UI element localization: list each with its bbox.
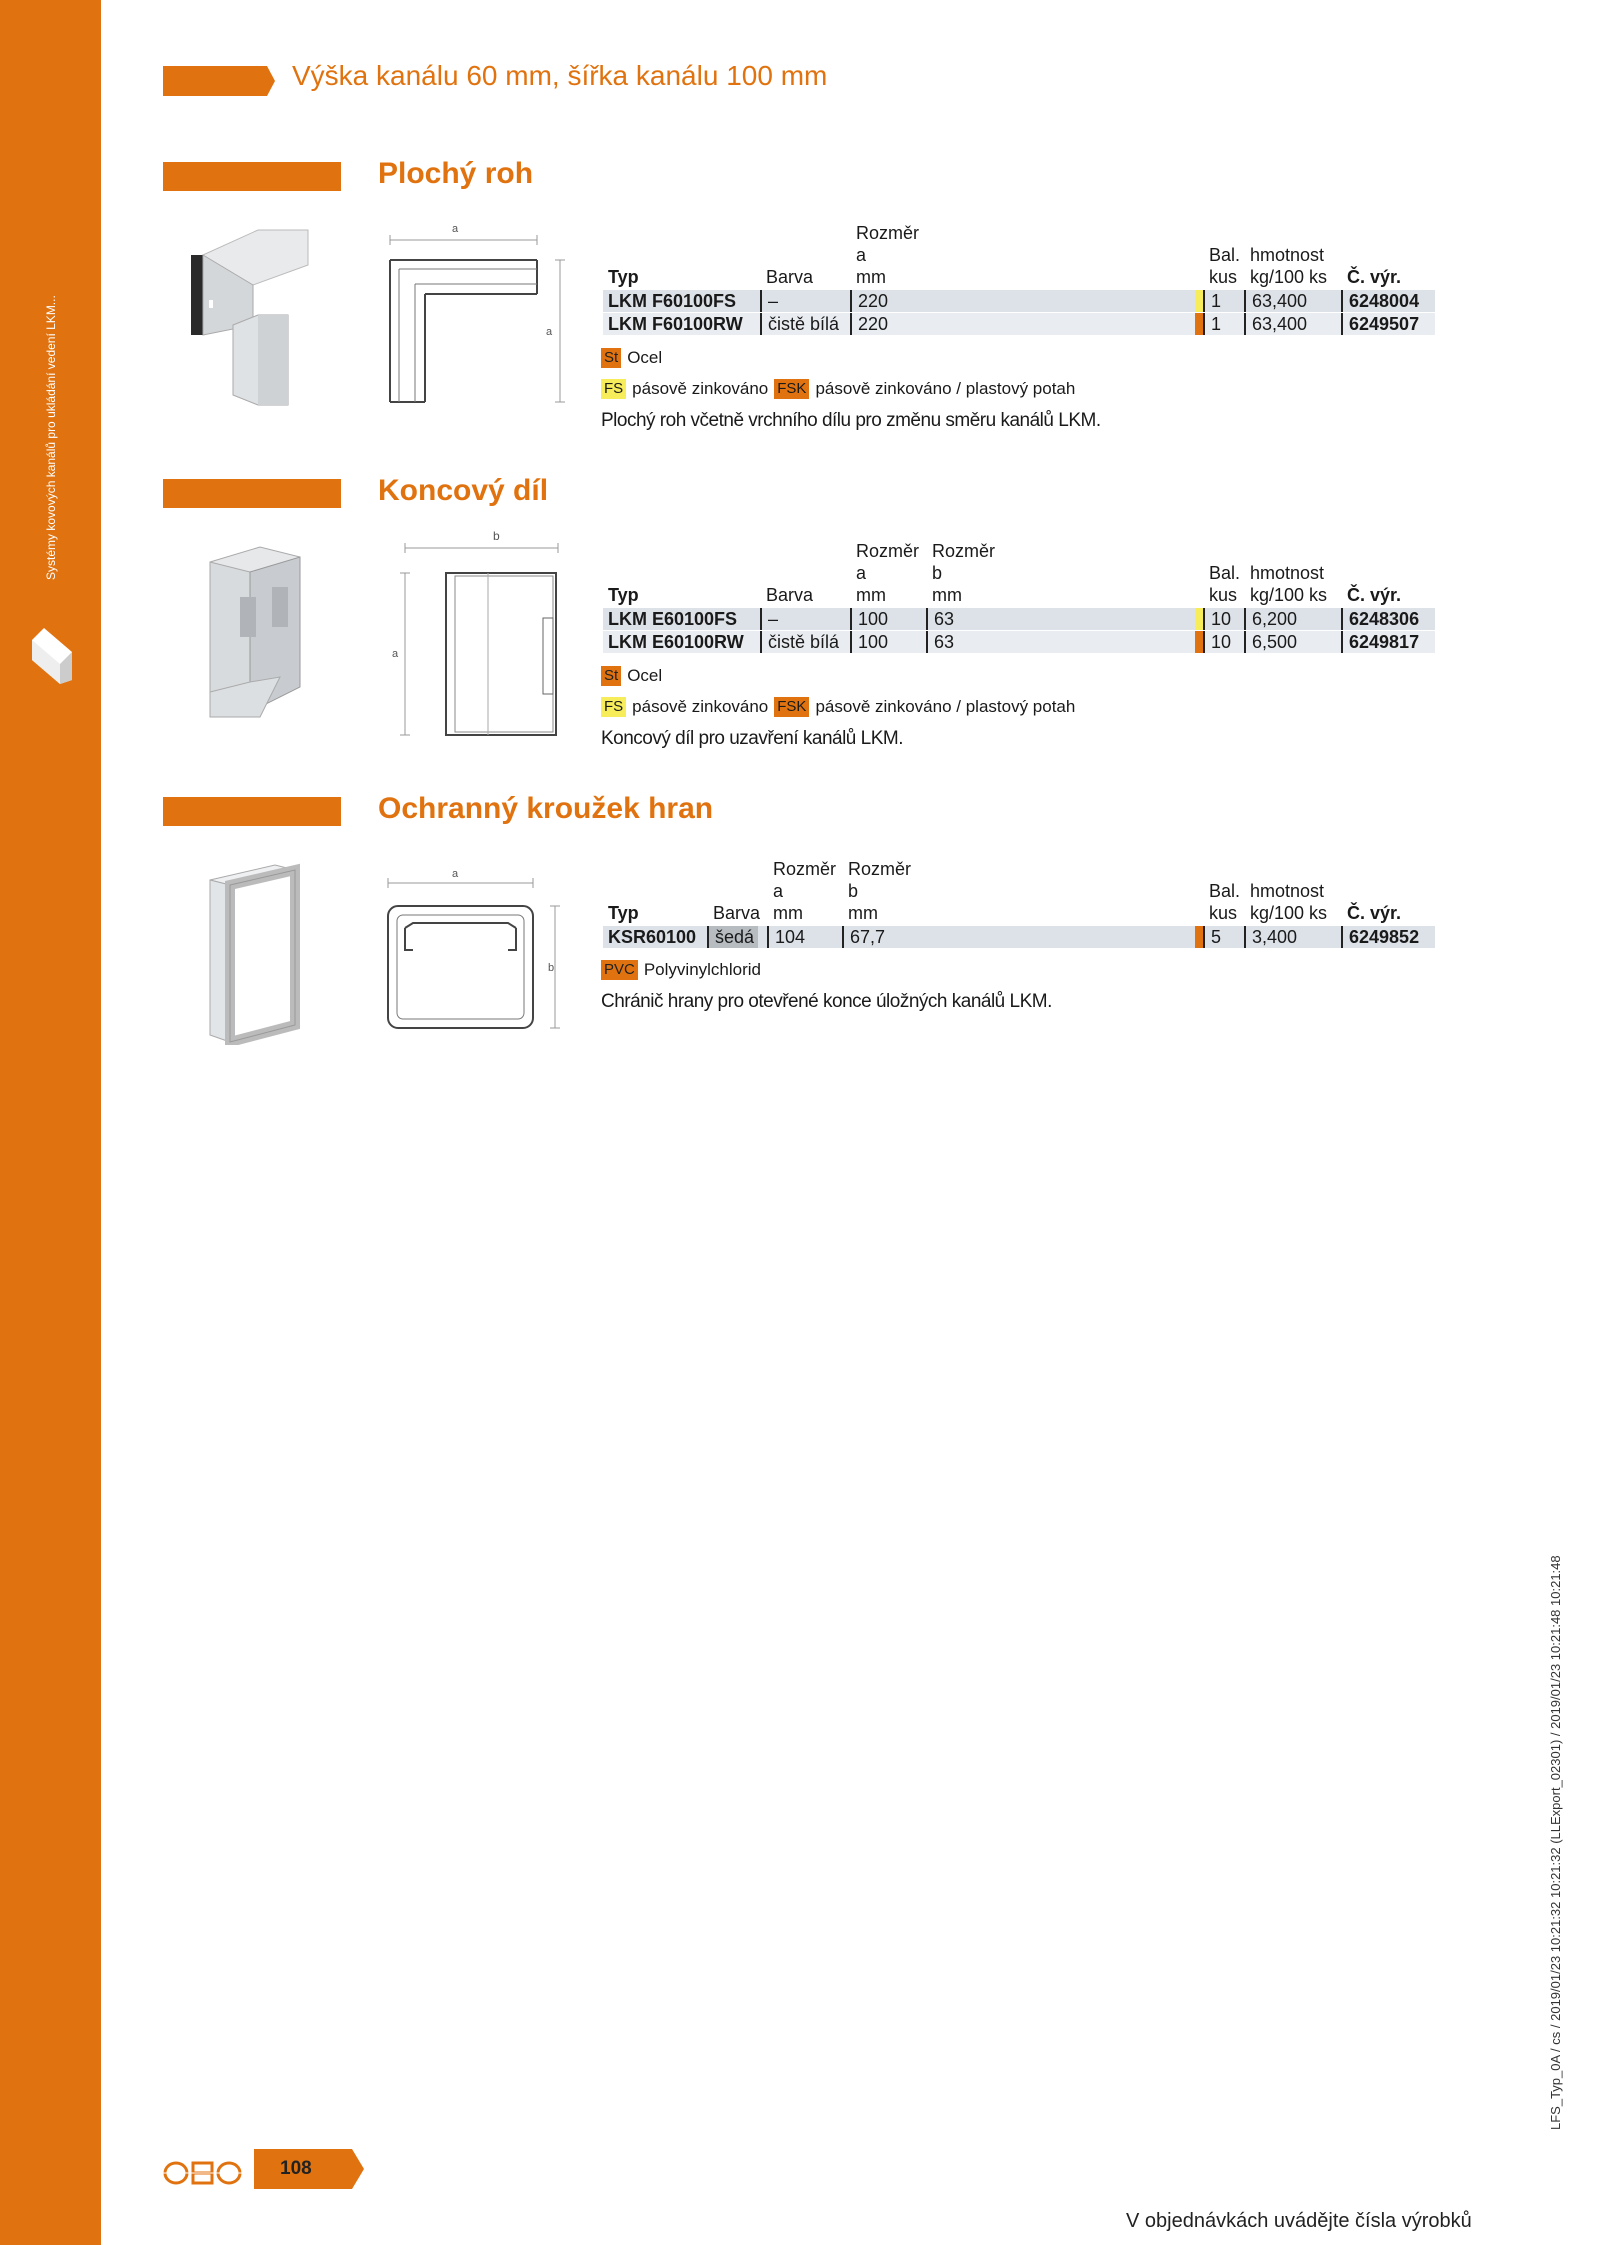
col-header-rozmer-b: Rozměr <box>848 859 912 879</box>
print-metadata: LFS_Typ_0A / cs / 2019/01/23 10:21:32 10:21:32 (LLExport_02301) / 2019/01/23 10:21:48 10:21:48 <box>1548 1555 1563 2130</box>
dim-label-a: a <box>392 648 399 660</box>
material-line <box>601 960 761 980</box>
col-header-barva: Barva <box>766 267 814 287</box>
cell-bal: 10 <box>1203 608 1231 630</box>
dim-label-b: b <box>548 962 555 974</box>
finish-line <box>601 697 1075 717</box>
pack-color-mark <box>1195 631 1203 653</box>
obo-logo <box>163 2158 243 2188</box>
col-header-kus: kus <box>1209 585 1238 605</box>
cell-barva: čistě bílá <box>760 313 839 335</box>
col-header-mm: mm <box>856 267 886 287</box>
cell-cvyr: 6248004 <box>1341 290 1419 312</box>
col-header-kg: kg/100 ks <box>1250 267 1328 287</box>
col-header-hmotnost: hmotnost <box>1250 245 1325 265</box>
col-header-bal: Bal. <box>1209 563 1241 583</box>
cell-hmotnost: 63,400 <box>1244 313 1307 335</box>
col-header-bal: Bal. <box>1209 245 1241 265</box>
col-header-kg: kg/100 ks <box>1250 585 1328 605</box>
col-header-hmotnost: hmotnost <box>1250 563 1325 583</box>
footer-note: V objednávkách uvádějte čísla výrobků <box>1126 2210 1472 2232</box>
product-description: Plochý roh včetně vrchního dílu pro změnu směru kanálů LKM. <box>601 410 1101 431</box>
section-bar <box>163 479 341 508</box>
col-header-cvyr: Č. výr. <box>1347 267 1402 287</box>
cell-bal: 5 <box>1203 926 1221 948</box>
material-name: Polyvinylchlorid <box>643 960 762 979</box>
finish-fs-text: pásově zinkováno <box>632 379 769 398</box>
section-title: Koncový díl <box>378 474 549 507</box>
sidebar-text: Systémy kovových kanálů pro ukládání vedení LKM... <box>44 295 58 580</box>
dim-label-a: a <box>452 223 459 235</box>
end-piece-photo <box>200 542 305 722</box>
cell-a: 100 <box>850 608 888 630</box>
col-header-kus: kus <box>1209 903 1238 923</box>
cell-b: 63 <box>926 608 954 630</box>
cell-barva: šedá <box>707 926 758 948</box>
cell-hmotnost: 6,500 <box>1244 631 1297 653</box>
cell-typ: LKM E60100RW <box>608 632 744 652</box>
product-description: Koncový díl pro uzavření kanálů LKM. <box>601 728 904 749</box>
cell-barva: – <box>760 608 778 630</box>
col-header-typ: Typ <box>608 585 639 605</box>
table-row <box>603 290 1435 312</box>
col-header-typ: Typ <box>608 903 639 923</box>
col-header-kus: kus <box>1209 267 1238 287</box>
page-title: Výška kanálu 60 mm, šířka kanálu 100 mm <box>292 60 828 91</box>
sidebar <box>0 0 101 2245</box>
cell-typ: KSR60100 <box>608 927 697 947</box>
material-line <box>601 348 662 368</box>
cell-hmotnost: 6,200 <box>1244 608 1297 630</box>
flat-corner-drawing <box>385 222 565 417</box>
edge-ring-photo <box>205 860 300 1045</box>
table-row <box>603 926 1435 948</box>
cell-a: 100 <box>850 631 888 653</box>
table-row <box>603 608 1435 630</box>
col-header-b: b <box>932 563 943 583</box>
cell-typ: LKM E60100FS <box>608 609 738 629</box>
flat-corner-photo <box>183 225 313 410</box>
cell-barva: – <box>760 290 778 312</box>
cell-b: 67,7 <box>842 926 885 948</box>
section-title: Plochý roh <box>378 157 534 190</box>
col-header-typ: Typ <box>608 267 639 287</box>
product-description: Chránič hrany pro otevřené konce úložných kanálů LKM. <box>601 991 1052 1012</box>
col-header-rozmer: Rozměr <box>856 223 920 243</box>
material-tag: PVC <box>601 960 638 980</box>
pack-color-mark <box>1195 608 1203 630</box>
finish-fsk-text: pásově zinkováno / plastový potah <box>815 379 1076 398</box>
col-header-cvyr: Č. výr. <box>1347 903 1402 923</box>
dim-label-b: b <box>493 529 500 543</box>
finish-fsk-text: pásově zinkováno / plastový potah <box>815 697 1076 716</box>
col-header-cvyr: Č. výr. <box>1347 585 1402 605</box>
pack-color-mark <box>1195 926 1203 948</box>
col-header-b: b <box>848 881 859 901</box>
end-piece-drawing <box>383 538 563 738</box>
section-bar <box>163 797 341 826</box>
material-tag: St <box>601 348 621 368</box>
cell-b: 63 <box>926 631 954 653</box>
dim-label-a: a <box>452 868 459 880</box>
cell-cvyr: 6248306 <box>1341 608 1419 630</box>
material-line <box>601 666 662 686</box>
col-header-hmotnost: hmotnost <box>1250 881 1325 901</box>
col-header-mm: mm <box>856 585 886 605</box>
col-header-bal: Bal. <box>1209 881 1241 901</box>
cell-a: 220 <box>850 290 888 312</box>
duct-icon <box>30 624 74 686</box>
finish-fs-text: pásově zinkováno <box>632 697 769 716</box>
finish-tag-fsk: FSK <box>774 697 809 717</box>
col-header-a: a <box>773 881 784 901</box>
cell-cvyr: 6249817 <box>1341 631 1419 653</box>
material-name: Ocel <box>627 666 663 685</box>
col-header-a: a <box>856 245 867 265</box>
cell-barva: čistě bílá <box>760 631 839 653</box>
cell-bal: 1 <box>1203 313 1221 335</box>
col-header-kg: kg/100 ks <box>1250 903 1328 923</box>
page-number: 108 <box>280 2158 312 2179</box>
cell-bal: 1 <box>1203 290 1221 312</box>
pack-color-mark <box>1195 290 1203 312</box>
finish-tag-fs: FS <box>601 379 626 399</box>
col-header-rozmer: Rozměr <box>856 541 920 561</box>
col-header-rozmer-b: Rozměr <box>932 541 996 561</box>
col-header-barva: Barva <box>713 903 761 923</box>
col-header-a: a <box>856 563 867 583</box>
cell-cvyr: 6249507 <box>1341 313 1419 335</box>
col-header-barva: Barva <box>766 585 814 605</box>
table-row <box>603 631 1435 653</box>
pack-color-mark <box>1195 313 1203 335</box>
section-bar <box>163 162 341 191</box>
cell-a: 104 <box>767 926 805 948</box>
header-arrow-bar <box>163 66 275 96</box>
cell-hmotnost: 63,400 <box>1244 290 1307 312</box>
cell-cvyr: 6249852 <box>1341 926 1419 948</box>
material-name: Ocel <box>627 348 663 367</box>
finish-line <box>601 379 1075 399</box>
table-row <box>603 313 1435 335</box>
col-header-mm-b: mm <box>848 903 878 923</box>
dim-label-a-vertical: a <box>546 326 553 338</box>
cell-typ: LKM F60100FS <box>608 291 737 311</box>
cell-hmotnost: 3,400 <box>1244 926 1297 948</box>
cell-a: 220 <box>850 313 888 335</box>
col-header-mm: mm <box>773 903 803 923</box>
col-header-mm-b: mm <box>932 585 962 605</box>
cell-typ: LKM F60100RW <box>608 314 743 334</box>
edge-ring-drawing <box>383 868 563 1038</box>
cell-bal: 10 <box>1203 631 1231 653</box>
section-title: Ochranný kroužek hran <box>378 792 714 825</box>
col-header-rozmer: Rozměr <box>773 859 837 879</box>
material-tag: St <box>601 666 621 686</box>
finish-tag-fsk: FSK <box>774 379 809 399</box>
finish-tag-fs: FS <box>601 697 626 717</box>
